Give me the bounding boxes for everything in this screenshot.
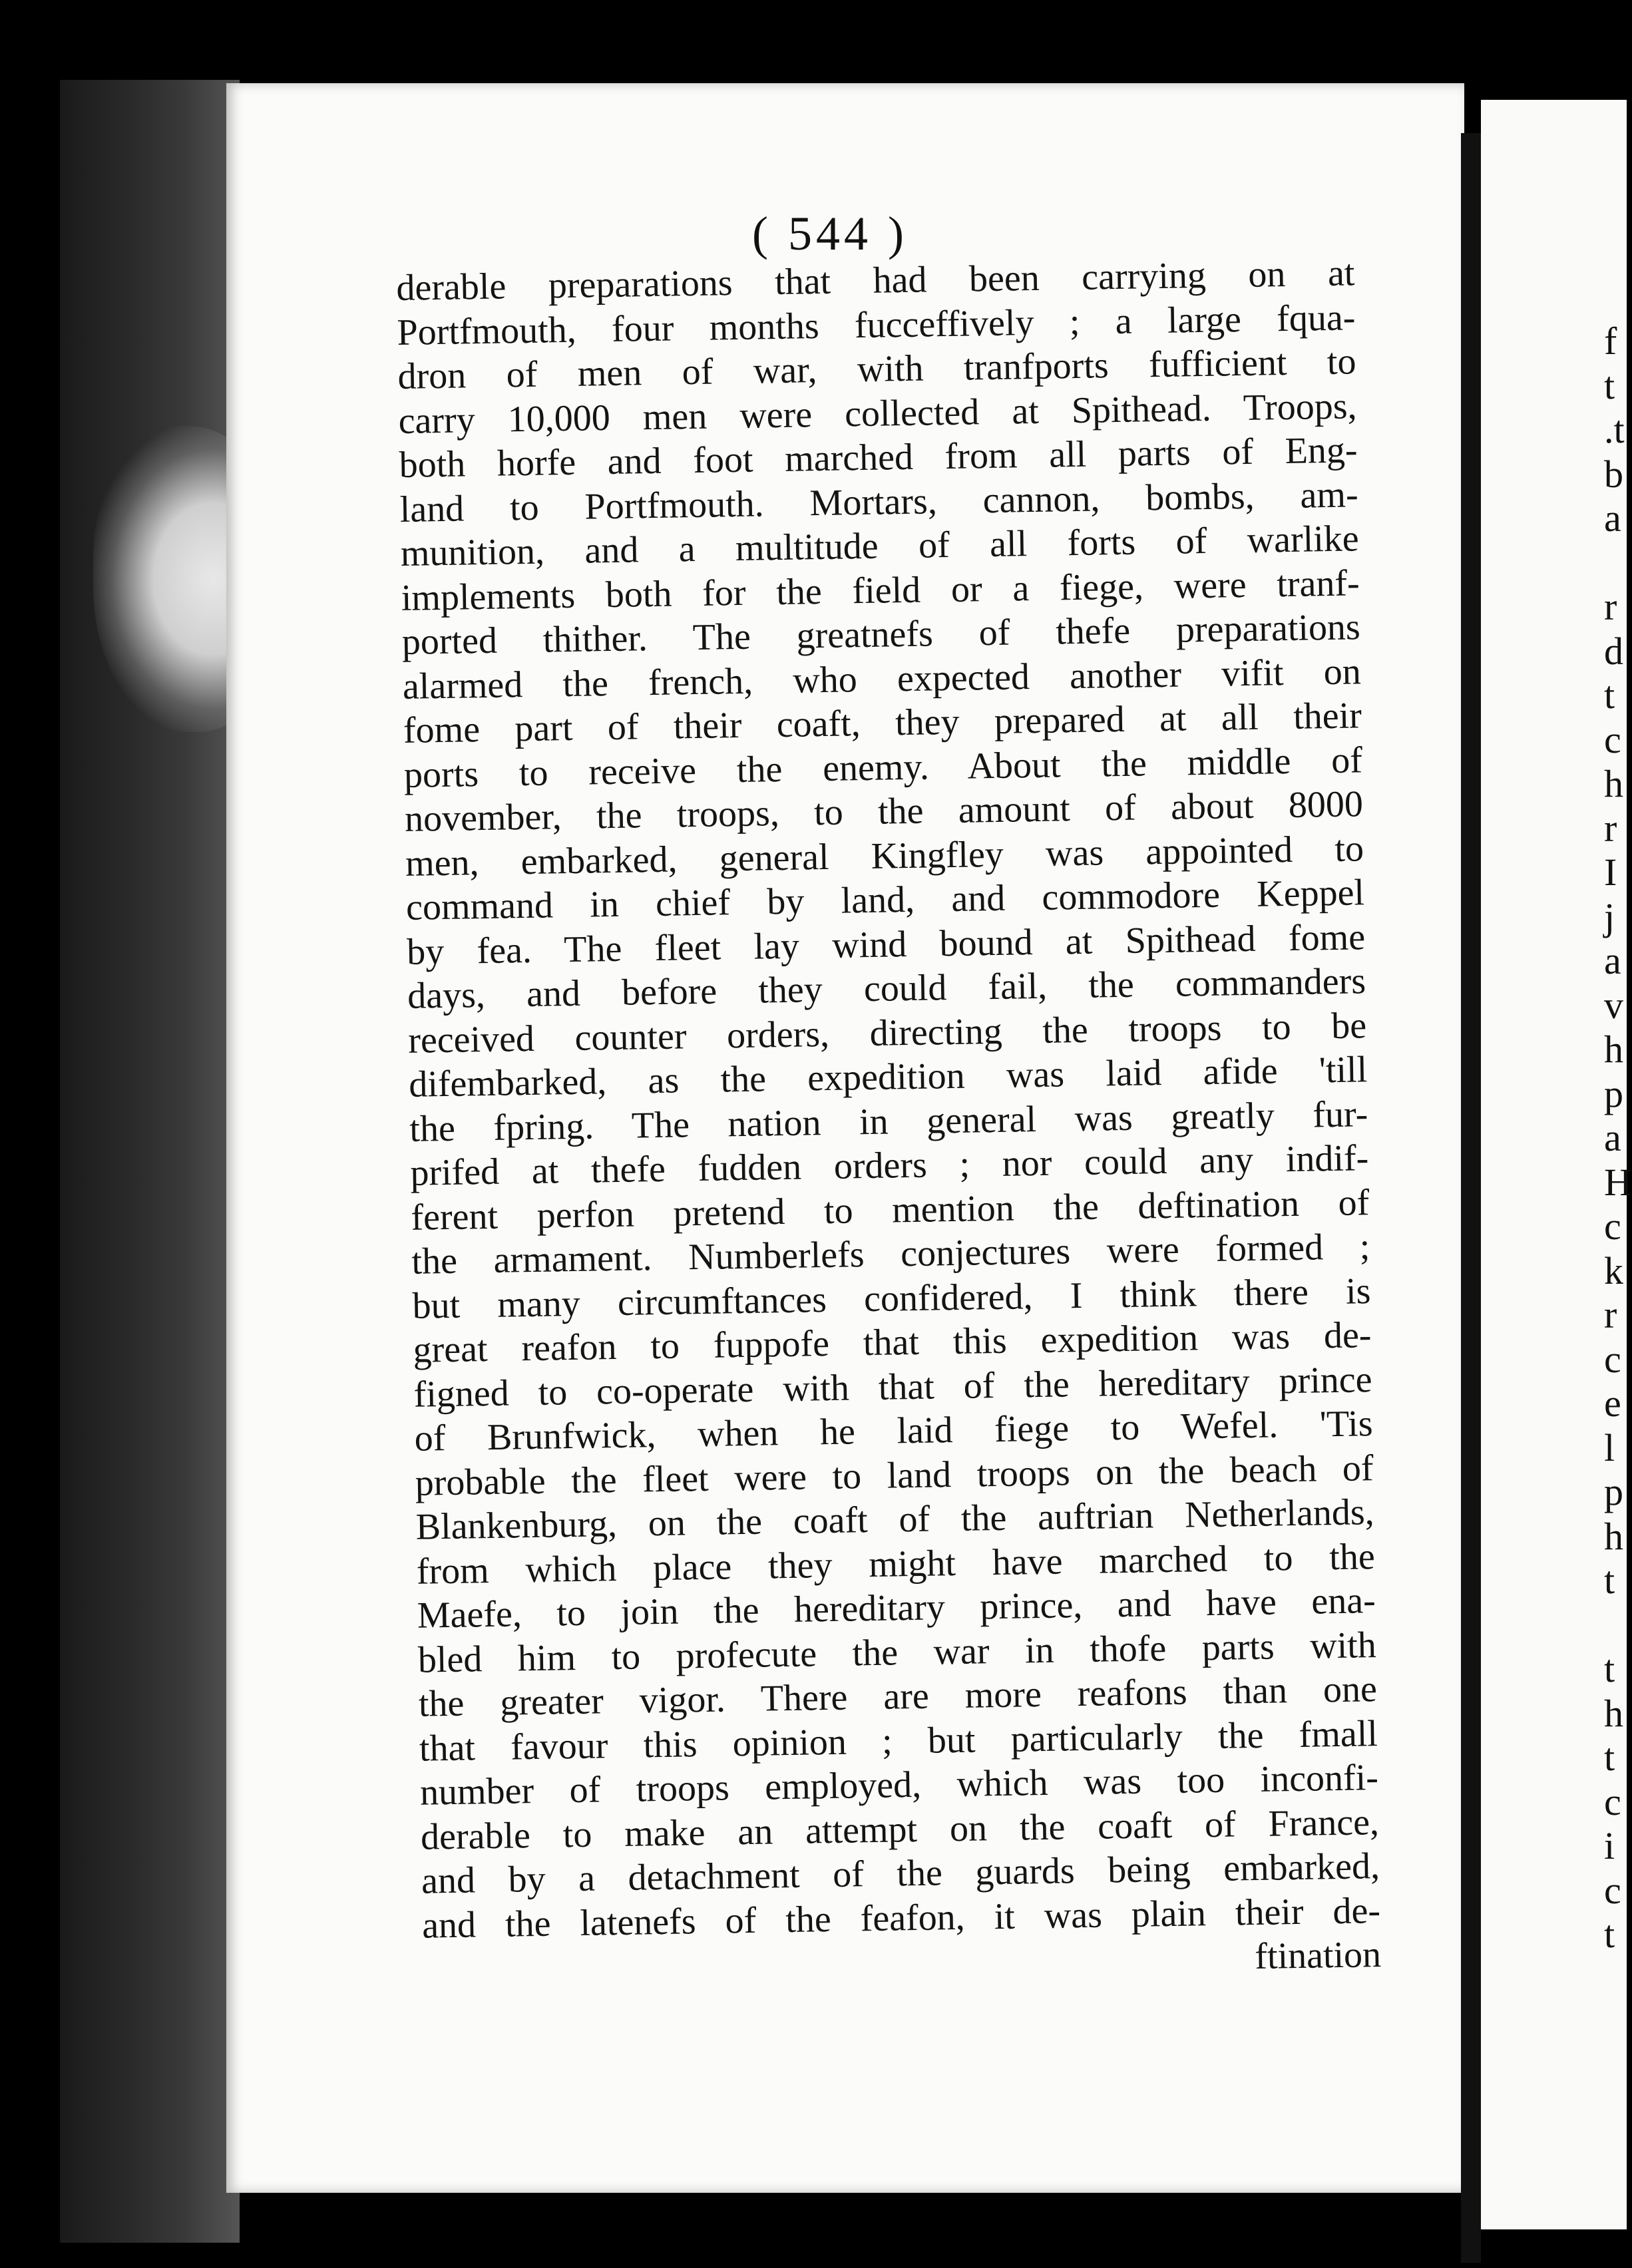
text-line: Blankenburg, on the coaft of the auftrian Netherlands, — [415, 1491, 1375, 1548]
facing-page-fragment: p — [1604, 1071, 1623, 1115]
facing-page-fragment: d — [1604, 629, 1623, 673]
facing-page-fragment: c — [1604, 717, 1621, 761]
text-line: alarmed the french, who expected another vifit on — [402, 650, 1362, 707]
facing-page-fragment: l — [1604, 1425, 1615, 1469]
facing-page-fragment: r — [1604, 585, 1617, 628]
facing-page-fragment: r — [1604, 1293, 1617, 1336]
book-spine — [60, 80, 240, 2243]
text-line: both horfe and foot marched from all parts of Eng- — [399, 429, 1358, 486]
page-gutter — [1461, 133, 1481, 2263]
text-line: prifed at thefe fudden orders ; nor could any indif- — [409, 1137, 1369, 1194]
text-line: days, and before they could fail, the commanders — [407, 960, 1366, 1017]
facing-page-fragment: c — [1604, 1205, 1621, 1248]
facing-page-fragment: c — [1604, 1780, 1621, 1823]
text-line: of Brunfwick, when he laid fiege to Wefel. 'Tis — [414, 1403, 1373, 1459]
text-line: but many circumftances confidered, I think there is — [412, 1270, 1371, 1327]
page-number-header: ( 544 ) — [752, 207, 908, 260]
text-line: carry 10,000 men were collected at Spithead. Troops, — [398, 385, 1357, 442]
text-line: from which place they might have marched to the — [416, 1535, 1376, 1593]
facing-page-fragment: I — [1604, 850, 1617, 894]
text-line: munition, and a multitude of all forts of warlike — [400, 518, 1360, 574]
facing-page-fragment: h — [1604, 1691, 1623, 1735]
facing-page-fragment: i — [1604, 1824, 1615, 1867]
text-line: difembarked, as the expedition was laid afide 'till — [408, 1049, 1368, 1105]
text-line: by fea. The fleet lay wind bound at Spithead fome — [406, 916, 1366, 973]
text-line: number of troops employed, which was too inconfi- — [419, 1757, 1379, 1813]
text-line: Portfmouth, four months fucceffively ; a large fqua- — [397, 296, 1356, 353]
text-line: dron of men of war, with tranfports fufficient to — [397, 341, 1356, 397]
text-line: men, embarked, general Kingfley was appointed to — [405, 827, 1364, 884]
text-line: land to Portfmouth. Mortars, cannon, bombs, am- — [399, 473, 1359, 530]
facing-page-fragment: t — [1604, 1647, 1615, 1690]
text-line: received counter orders, directing the troops to be — [407, 1004, 1367, 1061]
facing-page-fragment: t — [1604, 673, 1615, 717]
text-line: and by a detachment of the guards being embarked, — [421, 1845, 1380, 1902]
text-line: derable to make an attempt on the coaft of France, — [420, 1801, 1380, 1858]
facing-page-fragment: j — [1604, 894, 1615, 938]
facing-page-fragment: c — [1604, 1868, 1621, 1912]
text-line: command in chief by land, and commodore Keppel — [405, 872, 1365, 928]
text-line: implements both for the field or a fiege, were tranf- — [401, 562, 1360, 619]
facing-page-fragment: e — [1604, 1382, 1621, 1425]
text-line: great reafon to fuppofe that this expedition was de- — [413, 1314, 1372, 1371]
facing-page-fragment — [1604, 541, 1627, 586]
facing-page-fragment: t — [1604, 363, 1615, 407]
facing-page-fragment: r — [1604, 806, 1617, 850]
facing-page-fragment: h — [1604, 1514, 1623, 1558]
facing-page-fragment: H — [1604, 1160, 1632, 1204]
facing-page-fragment: c — [1604, 1337, 1621, 1381]
text-line: the armament. Numberlefs conjectures were formed ; — [411, 1226, 1370, 1282]
text-line: fome part of their coaft, they prepared at all their — [403, 695, 1362, 751]
facing-page-fragment: .t — [1604, 408, 1625, 451]
facing-page-fragment — [1604, 1603, 1627, 1648]
facing-page-fragment: h — [1604, 762, 1623, 805]
text-line: figned to co-operate with that of the hereditary prince — [413, 1358, 1372, 1416]
facing-page-fragments — [1604, 319, 1632, 1957]
text-line: the greater vigor. There are more reafons than one — [418, 1668, 1378, 1725]
text-line: bled him to profecute the war in thofe parts with — [417, 1624, 1377, 1681]
text-line: ports to receive the enemy. About the middle of — [403, 739, 1363, 796]
text-line: ftination — [1254, 1934, 1382, 1978]
text-line: the fpring. The nation in general was greatly fur- — [409, 1093, 1368, 1150]
text-line: that favour this opinion ; but particularly the fmall — [419, 1712, 1378, 1770]
facing-page-fragment: b — [1604, 452, 1623, 496]
body-text — [396, 251, 1382, 1992]
text-line: and the latenefs of the feafon, it was plain their de- — [421, 1889, 1381, 1947]
text-line: november, the troops, to the amount of about 8000 — [404, 783, 1364, 840]
facing-page-fragment: f — [1604, 319, 1617, 363]
facing-page-fragment: k — [1604, 1248, 1623, 1292]
facing-page-fragment: v — [1604, 983, 1623, 1027]
facing-page-fragment: a — [1604, 939, 1621, 982]
text-line: derable preparations that had been carrying on at — [396, 252, 1355, 309]
text-line: Maefe, to join the hereditary prince, and have ena- — [417, 1580, 1376, 1636]
facing-page-fragment: t — [1604, 1559, 1615, 1602]
facing-page-fragment: h — [1604, 1028, 1623, 1071]
facing-page-fragment: t — [1604, 1913, 1615, 1956]
facing-page-fragment: a — [1604, 1116, 1621, 1159]
facing-page-fragment: p — [1604, 1470, 1623, 1513]
facing-page-fragment: a — [1604, 496, 1621, 540]
text-line: probable the fleet were to land troops on the beach of — [415, 1447, 1374, 1504]
text-line: ported thither. The greatnefs of thefe preparations — [401, 606, 1361, 663]
facing-page-fragment: t — [1604, 1736, 1615, 1779]
text-line: ferent perfon pretend to mention the deftination of — [410, 1181, 1370, 1238]
